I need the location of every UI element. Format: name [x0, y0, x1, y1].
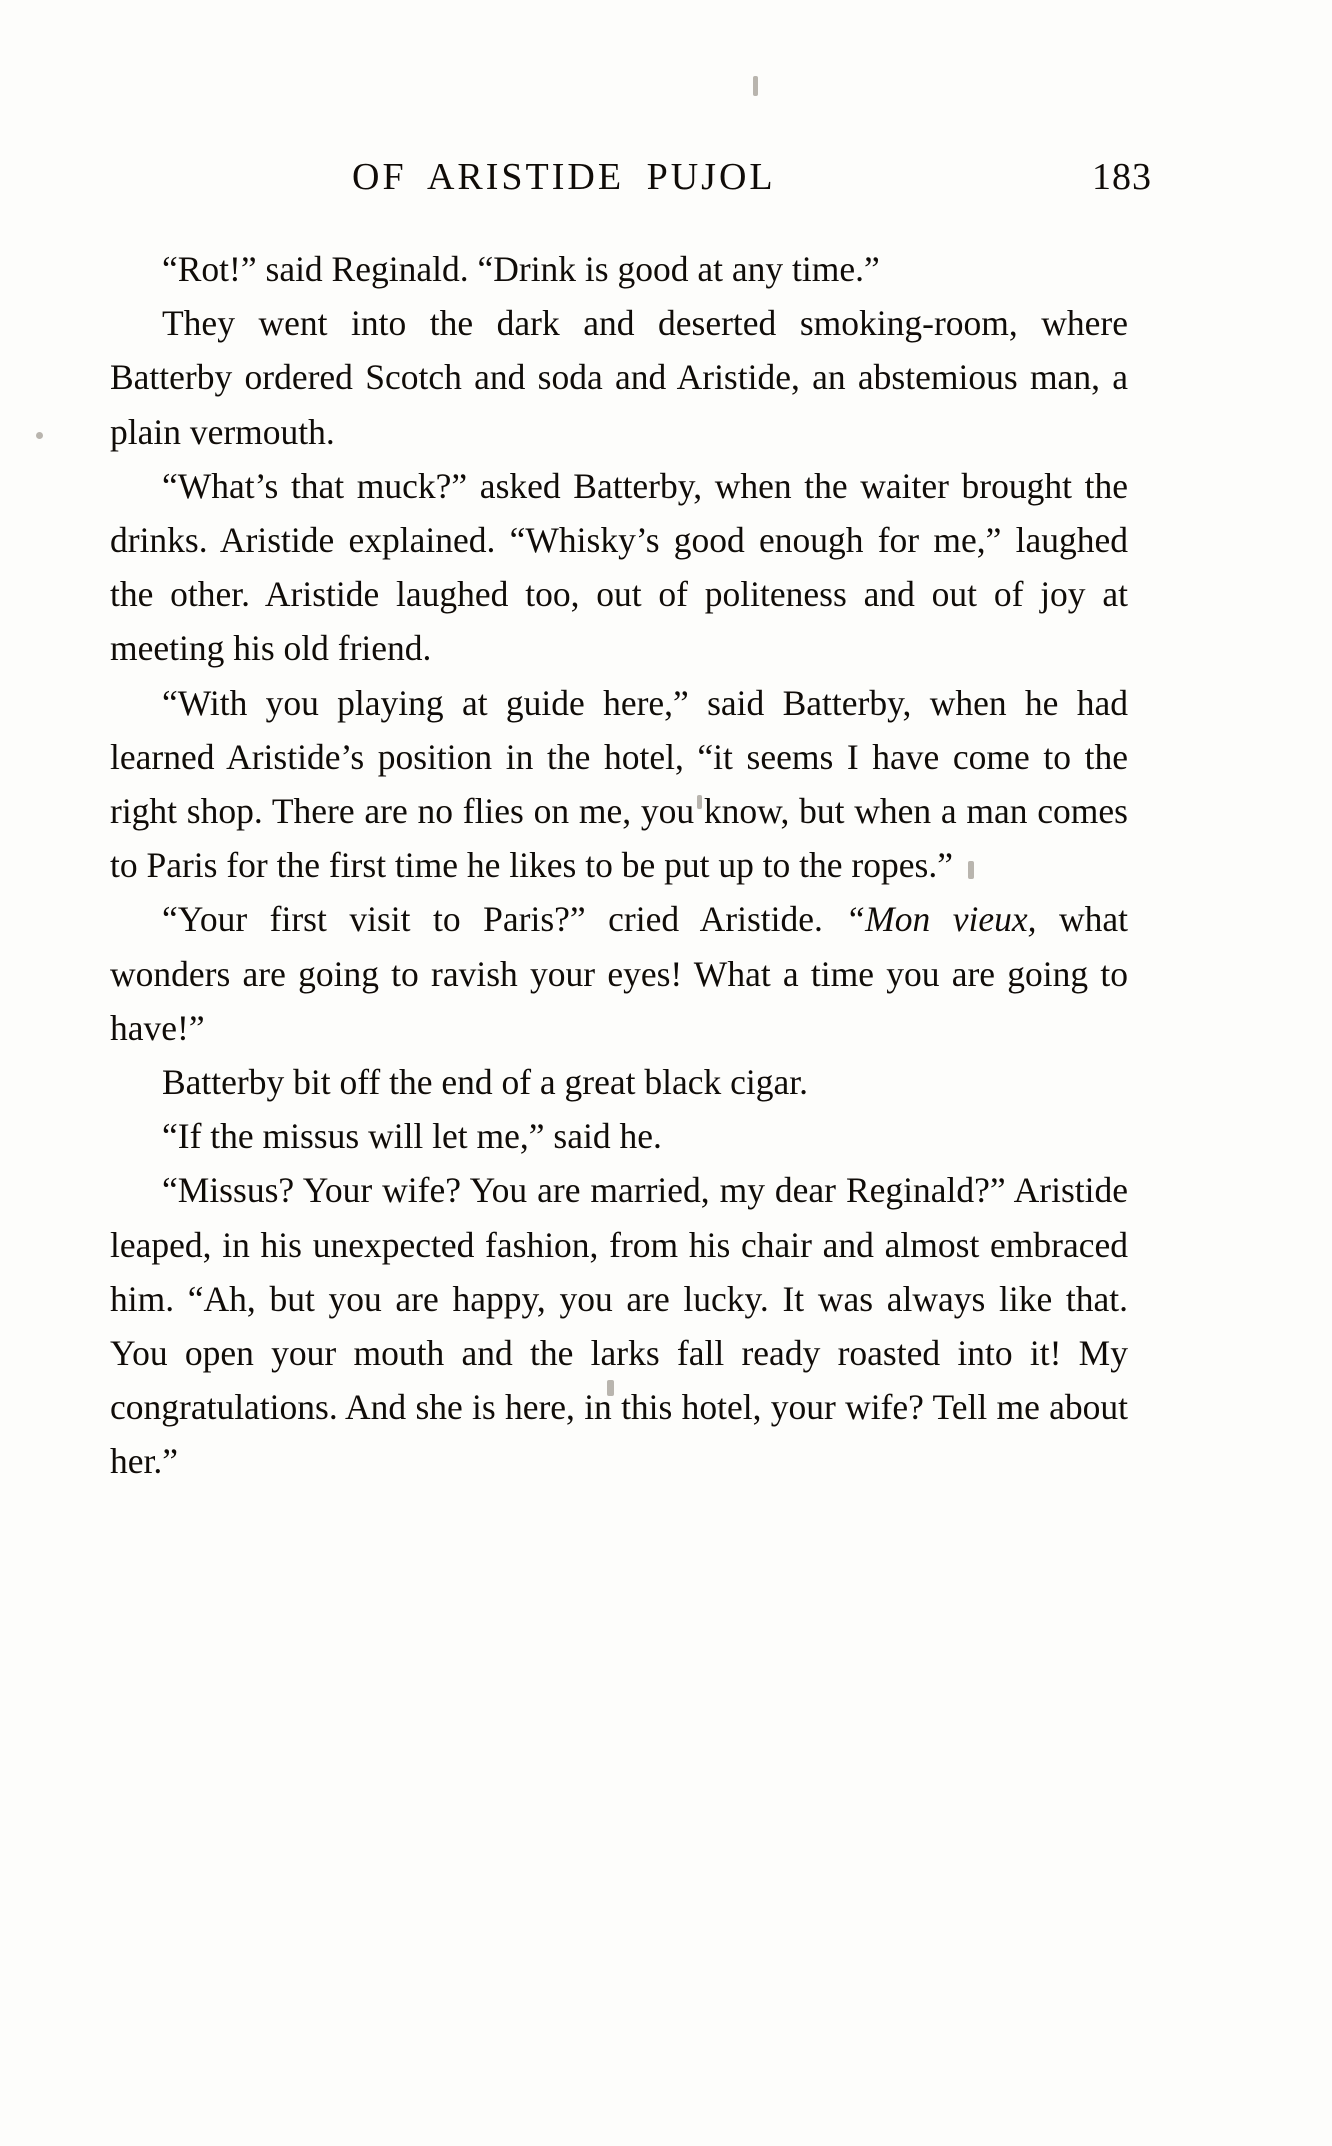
- text-run: “With you playing at guide here,” said Batterby, when he had learned Aristide’s position in the hotel, “it seems I have come to the right shop. There are no flies on me, you know, but when a man comes to Paris for the first time he likes to be put up to the ropes.”: [110, 682, 1128, 886]
- paragraph: [110, 1055, 1128, 1109]
- scan-speck: [36, 432, 43, 439]
- paragraph: [110, 242, 1128, 296]
- paragraph: [110, 296, 1128, 459]
- paragraph: [110, 1163, 1128, 1488]
- text-run: “If the missus will let me,” said he.: [162, 1116, 662, 1157]
- text-run: “Missus? Your wife? You are married, my dear Reginald?” Aristide leaped, in his unexpected fashion, from his chair and almost embraced him. “Ah, but you are happy, you are lucky. It was always like that. You open your mouth and the larks fall ready roasted into it! My congratulations. And she is here, in this hotel, your wife? Tell me about her.”: [110, 1170, 1128, 1482]
- page-header: [352, 155, 1152, 199]
- paragraph: [110, 676, 1128, 893]
- text-run: They went into the dark and deserted smoking-room, where Batterby ordered Scotch and soda and Aristide, an abstemious man, a plain vermouth.: [110, 303, 1128, 452]
- running-title: OF ARISTIDE PUJOL: [352, 156, 776, 198]
- paragraph: [110, 892, 1128, 1055]
- paragraph: [110, 1109, 1128, 1163]
- body-text: [110, 242, 1128, 1489]
- italic-run: “Mon vieux,: [845, 899, 1037, 940]
- text-run: “What’s that muck?” asked Batterby, when the waiter brought the drinks. Aristide explained. “Whisky’s good enough for me,” laughed the other. Aristide laughed too, out of politeness and out of joy at meeting his old friend.: [110, 465, 1128, 669]
- text-run: Batterby bit off the end of a great black cigar.: [162, 1062, 808, 1103]
- text-run: “Rot!” said Reginald. “Drink is good at any time.”: [162, 249, 880, 289]
- scan-speck: [753, 76, 758, 96]
- text-run: what wonders are going to ravish your eyes! What a time you are going to have!”: [110, 899, 1128, 1048]
- paragraph: [110, 459, 1128, 676]
- page-number: 183: [1092, 156, 1152, 198]
- text-run: “Your first visit to Paris?” cried Aristide.: [162, 899, 846, 940]
